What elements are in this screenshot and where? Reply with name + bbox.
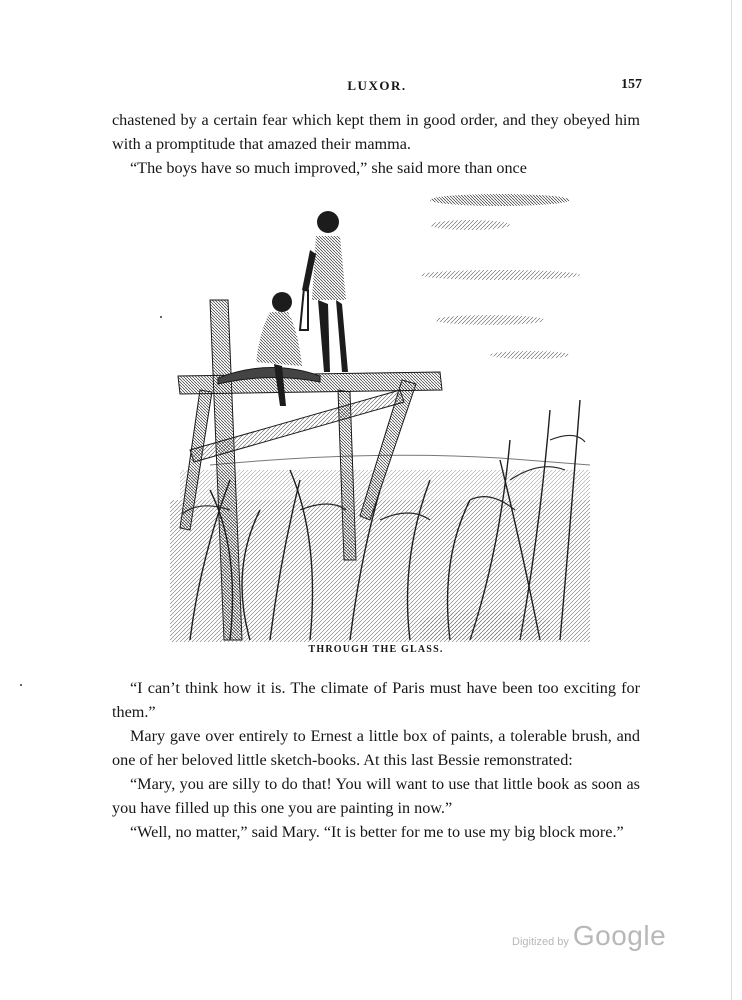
paragraph: “I can’t think how it is. The climate of Paris must have been too exciting for them.”	[112, 679, 640, 721]
watermark-brand: Google	[572, 920, 667, 951]
platform-scene-illustration	[170, 180, 590, 642]
watermark-prefix: Digitized by	[512, 936, 569, 948]
paragraph: Mary gave over entirely to Ernest a little box of paints, a tolerable brush, and one of her beloved little sketch-books. At this last Bessie remonstrated:	[112, 727, 640, 769]
text-block-top	[112, 108, 640, 180]
standing-boy	[300, 211, 348, 372]
running-title: LUXOR.	[347, 78, 407, 93]
page-number: 157	[621, 77, 642, 92]
figure-caption: THROUGH THE GLASS.	[308, 644, 444, 655]
scan-speck	[20, 684, 22, 686]
engraving-illustration	[170, 180, 590, 642]
paragraph: “The boys have so much improved,” she said more than once	[130, 159, 527, 177]
text-block-bottom	[112, 676, 640, 844]
paragraph: chastened by a certain fear which kept them in good order, and they obeyed him with a promptitude that amazed their mamma.	[112, 111, 640, 153]
paragraph: “Mary, you are silly to do that! You will want to use that little book as soon as you have filled up this one you are painting in now.”	[112, 775, 640, 817]
page-header	[110, 78, 644, 102]
scan-edge-line	[731, 0, 732, 1000]
paragraph: “Well, no matter,” said Mary. “It is better for me to use my big block more.”	[130, 823, 624, 841]
digitized-watermark	[512, 920, 672, 960]
scan-speck	[160, 316, 162, 318]
bird-flock	[420, 194, 580, 359]
